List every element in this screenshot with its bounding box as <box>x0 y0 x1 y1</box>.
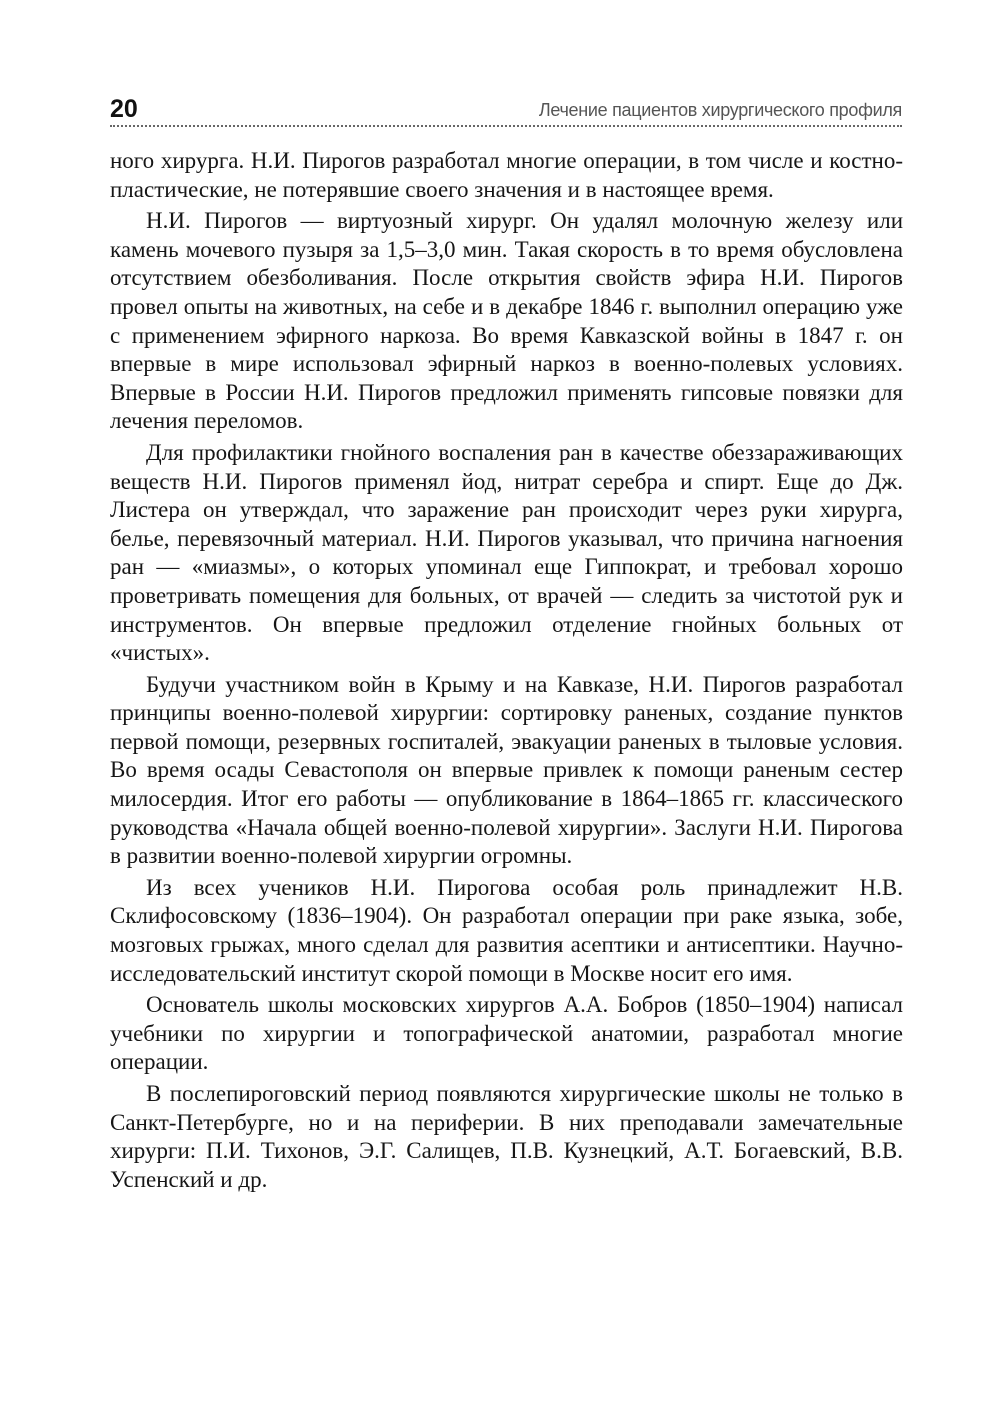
header-dotted-rule <box>110 125 902 127</box>
paragraph-sklifosovsky: Из всех учеников Н.И. Пирогова особая роль принадлежит Н.В. Склифосовскому (1836–1904). Он разработал операции при раке языка, зобе, мозговых грыжах, много сделал для развития асептики и антисептики. Научно-исследовательский институт скорой помощи в Москве носит его имя. <box>110 874 903 986</box>
paragraph-military-surgery: Будучи участником войн в Крыму и на Кавказе, Н.И. Пирогов разработал принципы военно-полевой хирургии: сортировку раненых, создание пунктов первой помощи, резервных госпиталей, эвакуации раненых в тыловые условия. Во время осады Севастополя он впервые привлек к помощи раненым сестер милосердия. Итог его работы — опубликование в 1864–1865 гг. классического руководства «Начала общей военно-полевой хирургии». Заслуги Н.И. Пирогова в развитии военно-полевой хирургии огромны. <box>110 671 903 869</box>
paragraph-post-pirogov-period: В послепироговский период появляются хирургические школы не только в Санкт-Петербурге, но и на периферии. В них преподавали замечательные хирурги: П.И. Тихонов, Э.Г. Салищев, П.В. Кузнецкий, А.Т. Богаевский, В.В. Успенский и др. <box>110 1081 903 1192</box>
page-number: 20 <box>110 95 138 123</box>
paragraph-pirogov-virtuoso: Н.И. Пирогов — виртуозный хирург. Он удалял молочную железу или камень мочевого пузыря за 1,5–3,0 мин. Такая скорость в то время обусловлена отсутствием обезболивания. После открытия свойств эфира Н.И. Пирогов провел опыты на животных, на себе и в декабре 1846 г. выполнил операцию уже с применением эфирного наркоза. Во время Кавказской войны в 1847 г. он впервые в мире использовал эфирный наркоз в военно-полевых условиях. Впервые в России Н.И. Пирогов предложил применять гипсовые повязки для лечения переломов. <box>110 208 903 434</box>
running-title: Лечение пациентов хирургического профиля <box>538 100 902 120</box>
paragraph-wound-prophylaxis: Для профилактики гнойного воспаления ран в качестве обеззараживающих веществ Н.И. Пирогов применял йод, нитрат серебра и спирт. Еще до Дж. Листера он утверждал, что заражение ран происходит через руки хирурга, белье, перевязочный материал. Н.И. Пирогов указывал, что причина нагноения ран — «миазмы», о которых упоминал еще Гиппократ, и требовал хорошо проветривать помещения для больных, от врачей — следить за чистотой рук и инструментов. Он впервые предложил отделение гнойных больных от «чистых». <box>110 439 903 666</box>
paragraph-continuation: ного хирурга. Н.И. Пирогов разработал многие операции, в том числе и костно-пластические, не потерявшие своего значения и в настоящее время. <box>110 148 903 202</box>
paragraph-bobrov: Основатель школы московских хирургов А.А. Бобров (1850–1904) написал учебники по хирургии и топографической анатомии, разработал многие операции. <box>110 992 903 1075</box>
page-header <box>110 92 902 132</box>
body-text <box>110 147 903 1197</box>
